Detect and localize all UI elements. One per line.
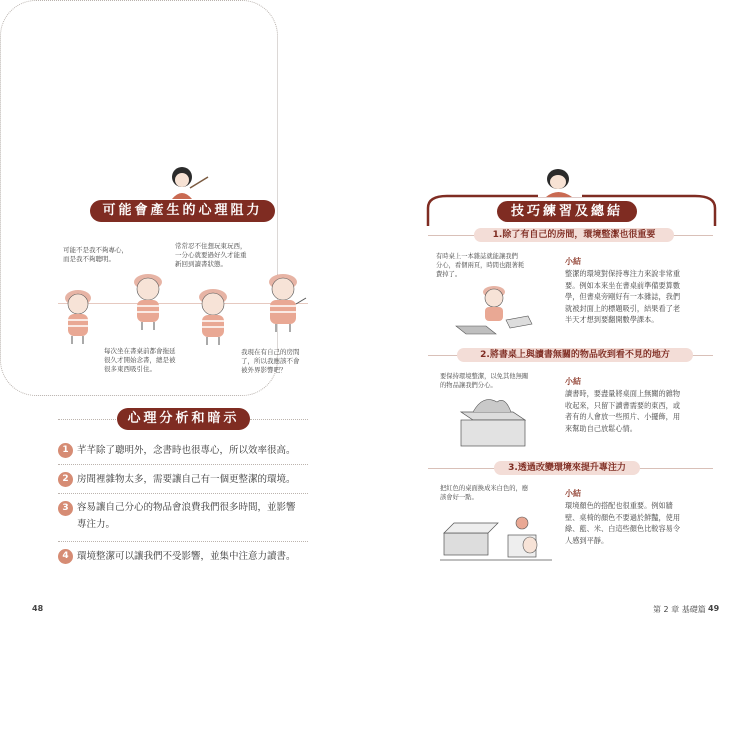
page-number-left: 48 xyxy=(32,604,44,613)
children-illustration xyxy=(55,272,325,350)
bubble-text-1: 可能不是我不夠專心， 而是我不夠聰明。 xyxy=(63,246,128,263)
room-desk-illustration xyxy=(440,505,555,565)
caption-1: 有時桌上一本雜誌就能讓我們 分心，看個兩頁，時間也跟著耗 費掉了。 xyxy=(436,253,525,278)
bubble-text-2: 常常忍不住想玩東玩西， 一分心就要過好久才能重 新回到讀書狀態。 xyxy=(175,242,247,268)
summary-text-1: 整潔的環境對保持專注力來說非常重 要。例如本來坐在書桌前準備要算數 學，但書桌旁剛好有一本雜誌，我們 就被封面上的標題吸引，結果看了老 半天才想到要翻開數學課本。 xyxy=(565,269,681,324)
rule-right xyxy=(250,419,308,420)
section-title-analysis: 心理分析和暗示 xyxy=(117,408,250,430)
summary-label-3: 小結 xyxy=(565,489,581,498)
section-heading-2: 2.將書桌上與讀書無關的物品收到看不見的地方 xyxy=(457,348,693,362)
item-divider xyxy=(58,464,308,465)
rule-left xyxy=(58,419,116,420)
section-title-resistance: 可能會產生的心理阻力 xyxy=(90,200,275,222)
summary-label-1: 小結 xyxy=(565,257,581,266)
bubble-text-4: 我現在有自己的房間 了，所以我應該不會 被外界影響吧？ xyxy=(241,348,300,374)
item-text-3: 容易讓自己分心的物品會浪費我們很多時間，並影響 專注力。 xyxy=(77,502,296,530)
chapter-label: 第 2 章 基礎篇 xyxy=(653,605,706,614)
caption-3: 把紅色的桌面換成米白色的，應 該會好一點。 xyxy=(440,485,529,501)
caption-2: 要保持環境整潔，以免其他無關 的物品讓我們分心。 xyxy=(440,373,529,389)
item-divider xyxy=(58,493,308,494)
item-text-1: 芊芊除了聰明外，念書時也很專心，所以效率很高。 xyxy=(77,445,296,456)
summary-text-2: 讀書時，要盡量將桌面上無關的雜物 收起來，只留下讀書需要的東西，或 者有的人會放一些照片、小擺飾，用 來幫助自己放鬆心情。 xyxy=(565,389,681,433)
item-number-1: 1 xyxy=(58,443,73,458)
section-heading-3: 3.透過改變環境來提升專注力 xyxy=(494,461,640,475)
item-divider xyxy=(58,541,308,542)
right-page-title: 技巧練習及總結 xyxy=(497,201,637,222)
item-number-4: 4 xyxy=(58,549,73,564)
storage-box-illustration xyxy=(453,392,533,448)
item-number-2: 2 xyxy=(58,472,73,487)
section-heading-1: 1.除了有自己的房間，環境整潔也很重要 xyxy=(474,228,674,242)
reading-boy-illustration xyxy=(452,280,542,338)
summary-label-2: 小結 xyxy=(565,377,581,386)
girl-illustration xyxy=(538,165,582,197)
summary-text-3: 環境顏色的搭配也很重要。例如牆 壁、桌椅的顏色不要過於鮮豔，使用 綠、藍、米、白這些顏色比較容易令 人感到平靜。 xyxy=(565,501,681,545)
teacher-illustration xyxy=(160,163,212,199)
item-number-3: 3 xyxy=(58,501,73,516)
item-text-4: 環境整潔可以讓我們不受影響，並集中注意力讀書。 xyxy=(77,551,296,562)
bubble-text-3: 每次坐在書桌前都會拖延 很久才開始念書，總是被 很多東西吸引住。 xyxy=(104,347,176,373)
item-text-2: 房間裡雜物太多，需要讓自己有一個更整潔的環境。 xyxy=(77,474,296,485)
page-number-right: 49 xyxy=(708,604,720,613)
